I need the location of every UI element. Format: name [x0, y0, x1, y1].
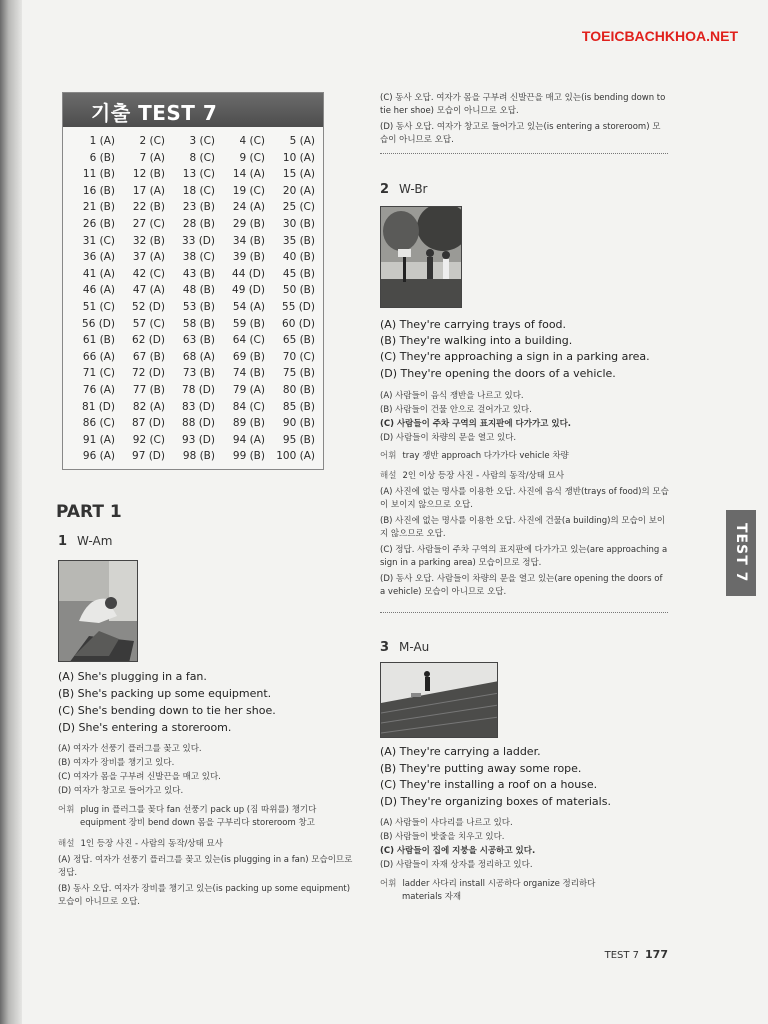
answer-key-cell: 94 (A): [232, 433, 265, 446]
answer-key-cell: 98 (B): [182, 450, 215, 463]
q1-expl-d: (D) 동사 오답. 여자가 창고로 들어가고 있는(is entering a storeroom) 모습이 아니므로 오답.: [380, 122, 661, 145]
answer-key-cell: 44 (D): [232, 267, 265, 280]
answer-key-cell: 93 (D): [182, 433, 215, 446]
answer-key-cell: 17 (A): [132, 184, 165, 197]
answer-key-row: [69, 417, 319, 434]
answer-key-cell: 62 (D): [132, 334, 165, 347]
answer-key-cell: 100 (A): [276, 450, 315, 463]
site-watermark: TOEICBACHKHOA.NET: [581, 28, 738, 44]
footer-label: TEST 7: [604, 950, 640, 961]
q2-heading: [380, 182, 428, 197]
answer-key-cell: 8 (C): [189, 151, 215, 164]
answer-key-row: [69, 168, 319, 185]
page-number: 177: [645, 948, 668, 961]
answer-key-cell: 45 (B): [282, 267, 315, 280]
q2-option-d: (D) They're opening the doors of a vehicle.: [380, 367, 616, 380]
answer-key-cell: 63 (B): [182, 334, 215, 347]
answer-key-cell: 39 (B): [232, 251, 265, 264]
q2-explanation: [380, 470, 670, 599]
answer-key-cell: 75 (B): [282, 367, 315, 380]
q2-vocab: [380, 450, 569, 463]
q1-expl-c: (C) 동사 오답. 여자가 몸을 구부려 신발끈을 매고 있는(is bending down to tie her shoe) 모습이 아니므로 오답.: [380, 93, 666, 116]
q1-option-b: (B) She's packing up some equipment.: [58, 687, 272, 700]
answer-key-cell: 38 (C): [182, 251, 215, 264]
answer-key-cell: 90 (B): [282, 417, 315, 430]
answer-key-cell: 92 (C): [132, 433, 165, 446]
answer-key-cell: 26 (B): [82, 217, 115, 230]
q3-vocab: [380, 878, 670, 904]
q1-speaker: W-Am: [77, 534, 113, 548]
answer-key-cell: 43 (B): [182, 267, 215, 280]
q1-photo: [58, 560, 138, 662]
answer-key-row: [69, 235, 319, 252]
answer-key-cell: 88 (D): [182, 417, 215, 430]
q3-photo: [380, 662, 498, 738]
answer-key-cell: 68 (A): [182, 350, 215, 363]
q2-kr-b: (B) 사람들이 건물 안으로 걸어가고 있다.: [380, 405, 532, 415]
q1-explanation-continued: [380, 92, 668, 147]
part-title: PART 1: [56, 502, 122, 522]
q1-option-d: (D) She's entering a storeroom.: [58, 721, 232, 734]
answer-key-row: [69, 218, 319, 235]
answer-key-cell: 7 (A): [139, 151, 165, 164]
answer-key-cell: 58 (B): [182, 317, 215, 330]
answer-key-row: [69, 268, 319, 285]
answer-key-cell: 30 (B): [282, 217, 315, 230]
answer-key-cell: 15 (A): [282, 168, 315, 181]
answer-key-cell: 78 (D): [182, 383, 215, 396]
answer-key-cell: 3 (C): [189, 135, 215, 147]
answer-key-cell: 41 (A): [82, 267, 115, 280]
q1-vocab: [58, 804, 353, 830]
q2-expl-tag: 해설: [380, 471, 397, 481]
answer-key-cell: 99 (B): [232, 450, 265, 463]
answer-key-cell: 29 (B): [232, 217, 265, 230]
answer-key-cell: 40 (B): [282, 251, 315, 264]
answer-key-row: [69, 367, 319, 384]
q1-vocab-tag: 어휘: [58, 805, 75, 815]
answer-key-cell: 91 (A): [82, 433, 115, 446]
q2-option-a: (A) They're carrying trays of food.: [380, 318, 567, 331]
q3-vocab-line2: materials 자재: [402, 892, 462, 902]
q2-vocab-tag: 어휘: [380, 451, 397, 461]
q1-vocab-line2: equipment 장비 bend down 몸을 구부리다 storeroom 창고: [80, 818, 315, 828]
side-tab: TEST 7: [726, 510, 756, 596]
q2-vocab-line1: tray 쟁반 approach 다가가다 vehicle 차량: [402, 451, 569, 461]
q3-option-d: (D) They're organizing boxes of materials.: [380, 795, 611, 808]
answer-key-cell: 31 (C): [82, 234, 115, 247]
answer-key-cell: 51 (C): [82, 300, 115, 313]
answer-key-cell: 22 (B): [132, 201, 165, 214]
answer-key-cell: 46 (A): [82, 284, 115, 297]
q2-expl-title: 2인 이상 등장 사진 - 사람의 동작/상태 묘사: [402, 471, 565, 481]
answer-key-cell: 59 (B): [232, 317, 265, 330]
answer-key-cell: 37 (A): [132, 251, 165, 264]
page-footer: [605, 948, 668, 961]
answer-key-cell: 96 (A): [82, 450, 115, 463]
q2-kr-d: (D) 사람들이 차량의 문을 열고 있다.: [380, 433, 517, 443]
answer-key-cell: 27 (C): [132, 217, 165, 230]
answer-key-cell: 85 (B): [282, 400, 315, 413]
answer-key-row: [69, 434, 319, 451]
answer-key-cell: 1 (A): [89, 135, 115, 147]
answer-key-cell: 28 (B): [182, 217, 215, 230]
answer-key-row: [69, 384, 319, 401]
q1-kr-b: (B) 여자가 장비를 챙기고 있다.: [58, 758, 175, 768]
answer-key-row: [69, 152, 319, 169]
q2-expl-b: (B) 사진에 없는 명사를 이용한 오답. 사진에 건물(a building)의 모습이 보이지 않으므로 오답.: [380, 516, 666, 539]
answer-key-cell: 42 (C): [132, 267, 165, 280]
answer-key-cell: 73 (B): [182, 367, 215, 380]
answer-key-row: [69, 284, 319, 301]
answer-key-cell: 52 (D): [132, 300, 165, 313]
q1-number: 1: [58, 534, 68, 549]
answer-key-cell: 19 (C): [232, 184, 265, 197]
q2-expl-d: (D) 동사 오답. 사람들이 차량의 문을 열고 있는(are opening the doors of a vehicle) 모습이 아니므로 오답.: [380, 574, 663, 597]
answer-key-cell: 18 (C): [182, 184, 215, 197]
answer-key-cell: 16 (B): [82, 184, 115, 197]
answer-key-cell: 25 (C): [282, 201, 315, 214]
answer-key-row: [69, 301, 319, 318]
answer-key-row: [69, 251, 319, 268]
q2-expl-c: (C) 정답. 사람들이 주차 구역의 표지판에 다가가고 있는(are approaching a sign in a parking area) 모습이므로 정답.: [380, 545, 668, 568]
answer-key-cell: 79 (A): [232, 383, 265, 396]
divider: [380, 153, 668, 154]
q3-heading: [380, 640, 429, 655]
q3-vocab-tag: 어휘: [380, 879, 397, 889]
q1-expl-title: 1인 등장 사진 - 사람의 동작/상태 묘사: [80, 839, 223, 849]
q3-kr-a: (A) 사람들이 사다리를 나르고 있다.: [380, 818, 513, 828]
answer-key-cell: 60 (D): [282, 317, 315, 330]
answer-key-cell: 97 (D): [132, 450, 165, 463]
answer-key-cell: 77 (B): [132, 383, 165, 396]
answer-key-cell: 69 (B): [232, 350, 265, 363]
answer-key-cell: 48 (B): [182, 284, 215, 297]
answer-key-cell: 24 (A): [232, 201, 265, 214]
answer-key-row: [69, 185, 319, 202]
q3-kr-d: (D) 사람들이 자재 상자를 정리하고 있다.: [380, 860, 533, 870]
answer-key-cell: 84 (C): [232, 400, 265, 413]
q2-kr-c: (C) 사람들이 주차 구역의 표지판에 다가가고 있다.: [380, 419, 572, 429]
q1-option-a: (A) She's plugging in a fan.: [58, 670, 207, 683]
q3-speaker: M-Au: [399, 640, 430, 654]
answer-key-cell: 32 (B): [132, 234, 165, 247]
q1-option-c: (C) She's bending down to tie her shoe.: [58, 704, 276, 717]
answer-key-cell: 2 (C): [139, 135, 165, 147]
answer-key-cell: 70 (C): [282, 350, 315, 363]
answer-key-cell: 35 (B): [282, 234, 315, 247]
answer-key-cell: 5 (A): [289, 135, 315, 147]
answer-key-cell: 87 (D): [132, 417, 165, 430]
q2-speaker: W-Br: [399, 182, 428, 196]
answer-key-cell: 14 (A): [232, 168, 265, 181]
answer-key-cell: 86 (C): [82, 417, 115, 430]
answer-key-cell: 76 (A): [82, 383, 115, 396]
answer-key-cell: 6 (B): [89, 151, 115, 164]
answer-key-cell: 80 (B): [282, 383, 315, 396]
answer-key-cell: 47 (A): [132, 284, 165, 297]
answer-key-cell: 23 (B): [182, 201, 215, 214]
answer-key-cell: 20 (A): [282, 184, 315, 197]
q1-heading: [58, 534, 112, 549]
answer-key-cell: 57 (C): [132, 317, 165, 330]
answer-key-cell: 49 (D): [232, 284, 265, 297]
divider: [380, 612, 668, 613]
answer-key-cell: 83 (D): [182, 400, 215, 413]
q1-expl-tag: 해설: [58, 839, 75, 849]
answer-key-row: [69, 351, 319, 368]
q1-vocab-line1: plug in 플러그를 꽂다 fan 선풍기 pack up (짐 따위를) 챙기다: [80, 805, 317, 815]
q1-expl-b: (B) 동사 오답. 여자가 장비를 챙기고 있는(is packing up some equipment) 모습이 아니므로 오답.: [58, 884, 351, 907]
q3-kr-c: (C) 사람들이 집에 지붕을 시공하고 있다.: [380, 846, 536, 856]
q3-option-b: (B) They're putting away some rope.: [380, 762, 582, 775]
answer-key-row: [69, 135, 319, 152]
answer-key-cell: 56 (D): [82, 317, 115, 330]
answer-key-cell: 55 (D): [282, 300, 315, 313]
answer-key-cell: 34 (B): [232, 234, 265, 247]
q2-kr-a: (A) 사람들이 음식 쟁반을 나르고 있다.: [380, 391, 524, 401]
answer-key-cell: 36 (A): [82, 251, 115, 264]
answer-key-cell: 64 (C): [232, 334, 265, 347]
answer-key-title: 기출 TEST 7: [63, 93, 323, 127]
q1-kr-c: (C) 여자가 몸을 구부려 신발끈을 매고 있다.: [58, 772, 221, 782]
answer-key-cell: 13 (C): [182, 168, 215, 181]
answer-key-row: [69, 334, 319, 351]
q1-kr-d: (D) 여자가 창고로 들어가고 있다.: [58, 786, 184, 796]
q3-vocab-line1: ladder 사다리 install 시공하다 organize 정리하다: [402, 879, 596, 889]
q3-option-a: (A) They're carrying a ladder.: [380, 745, 541, 758]
answer-key-box: [62, 92, 324, 470]
answer-key-cell: 10 (A): [282, 151, 315, 164]
answer-key-cell: 12 (B): [132, 168, 165, 181]
answer-key-row: [69, 401, 319, 418]
answer-key-cell: 67 (B): [132, 350, 165, 363]
q2-expl-a: (A) 사진에 없는 명사를 이용한 오답. 사진에 음식 쟁반(trays of food)의 모습이 보이지 않으므로 오답.: [380, 487, 669, 510]
answer-key-row: [69, 201, 319, 218]
book-spine-shadow: [0, 0, 22, 1024]
answer-key-cell: 71 (C): [82, 367, 115, 380]
answer-key-cell: 95 (B): [282, 433, 315, 446]
answer-key-cell: 53 (B): [182, 300, 215, 313]
answer-key-cell: 21 (B): [82, 201, 115, 214]
answer-key-cell: 61 (B): [82, 334, 115, 347]
answer-key-cell: 9 (C): [239, 151, 265, 164]
q2-photo: [380, 206, 462, 308]
answer-key-cell: 72 (D): [132, 367, 165, 380]
answer-key-cell: 54 (A): [232, 300, 265, 313]
q1-expl-a: (A) 정답. 여자가 선풍기 플러그를 꽂고 있는(is plugging in a fan) 모습이므로 정답.: [58, 855, 353, 878]
answer-key-row: [69, 450, 319, 467]
q1-kr-a: (A) 여자가 선풍기 플러그를 꽂고 있다.: [58, 744, 202, 754]
q3-kr-b: (B) 사람들이 밧줄을 치우고 있다.: [380, 832, 505, 842]
q3-option-c: (C) They're installing a roof on a house.: [380, 778, 598, 791]
answer-key-cell: 82 (A): [132, 400, 165, 413]
answer-key-cell: 89 (B): [232, 417, 265, 430]
answer-key-cell: 65 (B): [282, 334, 315, 347]
answer-key-cell: 33 (D): [182, 234, 215, 247]
answer-key-cell: 50 (B): [282, 284, 315, 297]
answer-key-cell: 81 (D): [82, 400, 115, 413]
q3-number: 3: [380, 640, 390, 655]
answer-key-cell: 66 (A): [82, 350, 115, 363]
q2-option-c: (C) They're approaching a sign in a parking area.: [380, 350, 650, 363]
answer-key-grid: [69, 135, 319, 467]
answer-key-cell: 4 (C): [239, 135, 265, 147]
q1-explanation: [58, 838, 353, 909]
answer-key-row: [69, 318, 319, 335]
answer-key-cell: 74 (B): [232, 367, 265, 380]
q2-number: 2: [380, 182, 390, 197]
answer-key-cell: 11 (B): [82, 168, 115, 181]
q2-option-b: (B) They're walking into a building.: [380, 334, 573, 347]
